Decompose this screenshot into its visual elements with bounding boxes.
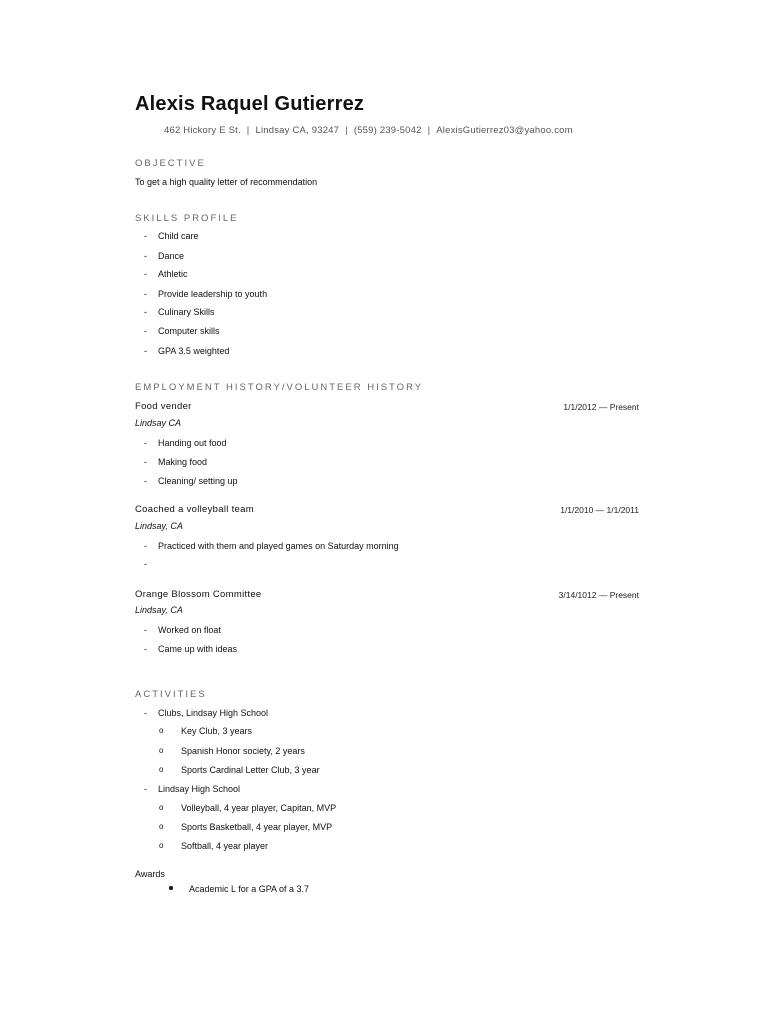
award-item: Academic L for a GPA of a 3.7 — [189, 884, 310, 894]
job-date: 1/1/2010 — 1/1/2011 — [560, 505, 639, 515]
dash-marker: - — [144, 326, 147, 336]
dash-marker: - — [144, 307, 147, 317]
dash-marker: - — [144, 346, 147, 356]
resume-name: Alexis Raquel Gutierrez — [135, 93, 365, 115]
objective-text: To get a high quality letter of recommendation — [135, 177, 318, 187]
dash-marker: - — [144, 708, 147, 718]
contact-phone: (559) 239-5042 — [353, 125, 422, 136]
job-location: Lindsay, CA — [135, 521, 183, 531]
job-date: 3/14/1012 — Present — [558, 590, 639, 600]
filled-bullet-icon — [169, 886, 173, 890]
contact-line — [164, 125, 573, 136]
dash-marker: - — [144, 784, 147, 794]
job-title: Food vender — [135, 401, 192, 412]
dash-marker: - — [144, 559, 147, 569]
dash-marker: - — [144, 625, 147, 635]
circle-bullet-icon: o — [159, 765, 164, 774]
contact-city: Lindsay CA, 93247 — [255, 125, 340, 136]
contact-separator: | — [246, 125, 250, 136]
circle-bullet-icon: o — [159, 841, 164, 850]
dash-marker: - — [144, 231, 147, 241]
job-title: Coached a volleyball team — [135, 504, 254, 515]
dash-marker: - — [144, 541, 147, 551]
objective-heading: OBJECTIVE — [135, 158, 206, 169]
job-location: Lindsay, CA — [135, 605, 183, 615]
circle-bullet-icon: o — [159, 726, 164, 735]
skills-heading: SKILLS PROFILE — [135, 213, 239, 224]
resume-page: Alexis Raquel Gutierrez 462 Hickory E St. | Lindsay CA, 93247 | (559) 239-5042 | AlexisGutierrez03@yahoo.com OBJECTIVE To get a high quality letter of recommendation SKILLS PROFILE - Child care - Dance - Athletic - Provide leadership to youth - Culinary Skills - Computer skills - GPA 3.5 weighted EMPLOYMENT HISTORY/VOLUNTEER HISTORY Food vender 1/1/2012 — Present Lindsay CA - Handing out food - Making food - Cleaning/ setting up Coached a volleyball team 1/1/2010 — 1/1/2011 Lindsay, CA - Practiced with them and played games on Saturday morning - Orange Blossom Committee 3/14/1012 — Present Lindsay, CA - Worked on float - Came up with ideas ACTIVITIES - Clubs, Lindsay High School o Key Club, 3 years o Spanish Honor society, 2 years o Sports Cardinal Letter Club, 3 year - Lindsay High School o Volleyball, 4 year player, Capitan, MVP o Sports Basketball, 4 year player, MVP o Softball, 4 year player Awards Academic L for a GPA of a 3.7 — [135, 93, 639, 894]
dash-marker: - — [144, 438, 147, 448]
awards-heading: Awards — [135, 869, 165, 879]
activities-heading: ACTIVITIES — [135, 689, 207, 700]
circle-bullet-icon: o — [159, 822, 164, 831]
circle-bullet-icon: o — [159, 746, 164, 755]
dash-marker: - — [144, 457, 147, 467]
contact-email: AlexisGutierrez03@yahoo.com — [436, 125, 573, 136]
dash-marker: - — [144, 251, 147, 261]
dash-marker: - — [144, 289, 147, 299]
dash-marker: - — [144, 476, 147, 486]
contact-address: 462 Hickory E St. — [164, 125, 241, 136]
contact-separator: | — [345, 125, 348, 136]
circle-bullet-icon: o — [159, 803, 164, 812]
job-date: 1/1/2012 — Present — [563, 402, 639, 412]
job-location: Lindsay CA — [135, 418, 182, 428]
dash-marker: - — [144, 269, 147, 279]
dash-marker: - — [144, 644, 147, 654]
job-title: Orange Blossom Committee — [135, 589, 262, 600]
contact-separator: | — [427, 125, 431, 136]
employment-heading: EMPLOYMENT HISTORY/VOLUNTEER HISTORY — [135, 382, 424, 393]
